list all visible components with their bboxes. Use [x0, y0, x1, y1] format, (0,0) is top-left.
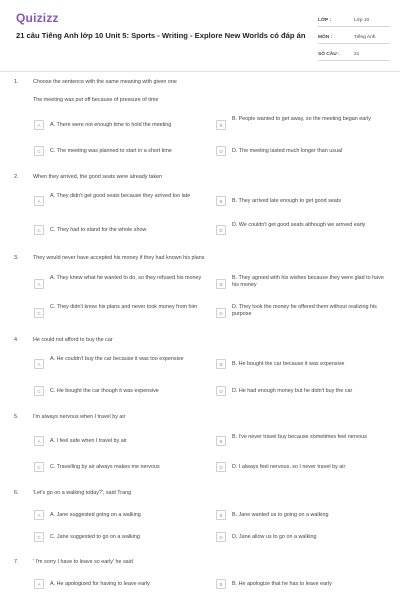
option-b-box[interactable]: B [216, 279, 226, 289]
option-a-text: A. He couldn't buy the car because it was too expensive [50, 356, 184, 362]
option-b-box[interactable]: B [216, 120, 226, 130]
option-a-text: A. Jane suggested going on a walking [50, 512, 141, 518]
option-a-box[interactable]: A [34, 120, 44, 130]
option-c-box[interactable]: C [34, 225, 44, 235]
option-c-box[interactable]: C [34, 462, 44, 472]
option-d-text: D. I always feel nervous, so I never travel by air [232, 464, 346, 470]
meta-value: Lớp 10 [354, 18, 370, 23]
page-title: 21 câu Tiếng Anh lớp 10 Unit 5: Sports - Writing - Explore New Worlds có đáp án [16, 31, 306, 40]
question-number: 5. [14, 414, 19, 420]
meta-row-class [318, 10, 390, 27]
meta-key: MÔN : [318, 35, 333, 40]
option-a-text: A. There were not enough time to hold the meeting [50, 122, 172, 128]
option-c-text: C. Travelling by air always makes me nervous [50, 464, 160, 470]
option-d-box[interactable]: D [216, 225, 226, 235]
option-b-text: B. I've never travel buy because sometimes feel nervous [232, 434, 367, 440]
option-a-box[interactable]: A [34, 510, 44, 520]
option-c-box[interactable]: C [34, 386, 44, 396]
question-number: 7. [14, 559, 19, 565]
question-number: 4. [14, 337, 19, 343]
option-a-box[interactable]: A [34, 436, 44, 446]
option-a-box[interactable]: A [34, 579, 44, 589]
question-number: 3. [14, 255, 19, 261]
question-prompt: ' I'm sorry I have to leave so early' he said [33, 559, 133, 565]
option-c-text: C. He bought the car though it was expensive [50, 388, 159, 394]
meta-row-subject [318, 27, 390, 44]
option-b-box[interactable]: B [216, 510, 226, 520]
meta-value: Tiếng Anh [354, 35, 376, 40]
option-a-text: A. I feel safe when I travel by air [50, 438, 127, 444]
question-prompt: When they arrived, the good seats were already taken [33, 174, 163, 180]
question-subprompt: The meeting was put off because of pressure of time [33, 97, 159, 103]
option-a-box[interactable]: A [34, 279, 44, 289]
option-a-text: A. They didn't get good seats because they arrived too late [50, 193, 191, 199]
quizizz-logo: Quizizz [16, 11, 59, 25]
question-prompt: I'm always nervous when I travel by air [33, 414, 126, 420]
option-b-box[interactable]: B [216, 359, 226, 369]
option-d-text: D. He had enough money but he didn't buy the car [232, 388, 353, 394]
option-d-text: D. The meeting lasted much longer than usual [232, 148, 343, 154]
option-d-box[interactable]: D [216, 146, 226, 156]
option-d-text: D. We couldn't get good seats although we arrived early [232, 222, 366, 228]
option-d-box[interactable]: D [216, 462, 226, 472]
question-number: 1. [14, 79, 19, 85]
option-a-box[interactable]: A [34, 196, 44, 206]
option-c-box[interactable]: C [34, 532, 44, 542]
option-c-text: C. Jane suggested to go on a walking [50, 534, 140, 540]
option-c-text: C. They had to stand for the whole show [50, 227, 147, 233]
meta-value: 21 [354, 52, 360, 57]
option-c-text: C. The meeting was planned to start in a short time [50, 148, 172, 154]
worksheet-header [0, 0, 400, 64]
meta-key: LỚP : [318, 18, 332, 23]
meta-row-question-count [318, 44, 390, 61]
option-b-box[interactable]: B [216, 436, 226, 446]
option-a-text: A. They knew what he wanted to do, so they refused his money [50, 275, 202, 281]
option-b-box[interactable]: B [216, 579, 226, 589]
option-b-text: B. People wanted to get away, so the meeting began early [232, 116, 371, 122]
option-b-text: B. Jane wanted us to going on a walking [232, 512, 329, 518]
option-c-text: C. They didn't know his plans and never took money from him [50, 304, 198, 310]
option-c-box[interactable]: C [34, 308, 44, 318]
option-d-text: D. Jane allow us to go on a walking [232, 534, 317, 540]
option-d-box[interactable]: D [216, 386, 226, 396]
question-prompt: 'Let's go on a walking today?', said Trang [33, 490, 132, 496]
option-b-text: B. He bought the car because it was expensive [232, 361, 345, 367]
meta-key: SỐ CÂU : [318, 52, 340, 57]
option-b-text: B. He apologize that he has to leave early [232, 581, 332, 587]
option-d-box[interactable]: D [216, 308, 226, 318]
option-b-text: B. They arrived late enough to get good seats [232, 198, 341, 204]
option-c-box[interactable]: C [34, 146, 44, 156]
question-prompt: He could not afford to buy the car [33, 337, 113, 343]
question-prompt: Choose the sentence with the same meaning with given one [33, 79, 177, 85]
header-divider [0, 71, 400, 72]
question-number: 2. [14, 174, 19, 180]
option-a-box[interactable]: A [34, 359, 44, 369]
option-d-text: D. They took the money he offered them without realizing his purpose [232, 304, 377, 318]
option-b-text: B. They agreed with his wishes because they were glad to have his money [232, 275, 384, 289]
option-a-text: A. He apologized for having to leave early [50, 581, 150, 587]
option-b-box[interactable]: B [216, 196, 226, 206]
question-number: 6. [14, 490, 19, 496]
worksheet-meta [318, 10, 390, 61]
option-d-box[interactable]: D [216, 532, 226, 542]
question-prompt: They would never have accepted his money if they had known his plans [33, 255, 205, 261]
